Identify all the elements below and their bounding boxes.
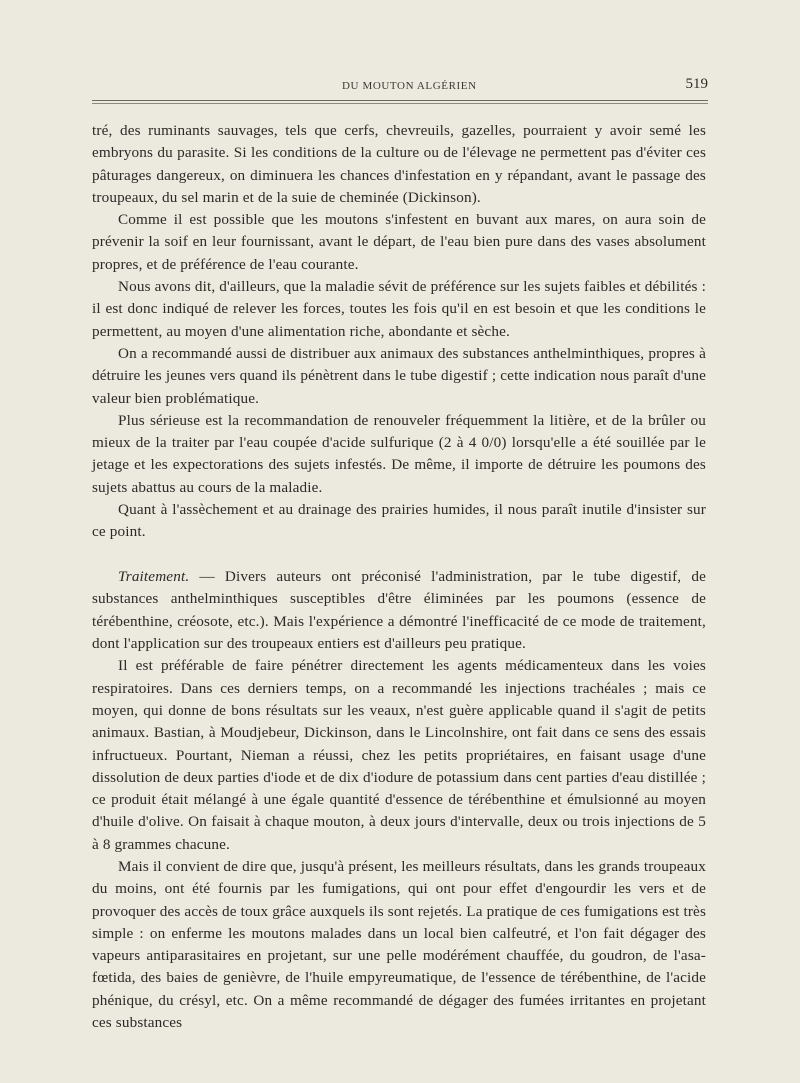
running-title: DU MOUTON ALGÉRIEN	[342, 80, 477, 92]
paragraph: Quant à l'assèchement et au drainage des prairies humides, il nous paraît inutile d'insister sur ce point.	[92, 501, 706, 541]
treatment-paragraph	[92, 566, 706, 655]
section-heading: Traitement.	[118, 568, 190, 586]
page-number: 519	[685, 76, 708, 92]
header-rule	[92, 100, 708, 101]
treatment-text: — Divers auteurs ont préconisé l'administration, par le tube digestif, de substances anthelminthiques susceptibles d'être éliminées par les poumons (essence de térébenthine, créosote, etc.). Mais l'expérience a démontré l'inefficacité de ce mode de traitement, dont l'application sur des troupeaux entiers est d'ailleurs peu pratique.	[92, 568, 706, 653]
page-header	[92, 76, 708, 100]
paragraph: Il est préférable de faire pénétrer directement les agents médicamenteux dans les voies respiratoires. Dans ces derniers temps, on a recommandé les injections trachéales ; mais ce moyen, qui donne de bons résultats sur les veaux, n'est guère applicable quand il s'agit de petits animaux. Bastian, à Moudjebeur, Dickinson, dans le Lincolnshire, ont fait dans ce sens des essais infructueux. Pourtant, Nieman a réussi, chez les petits propriétaires, en faisant usage d'une dissolution de deux parties d'iode et de dix d'iodure de potassium dans cent parties d'eau distillée ; ce produit était mélangé à une égale quantité d'essence de térébenthine et émulsionné au moyen d'huile d'olive. On faisait à chaque mouton, à deux jours d'intervalle, deux ou trois injections de 5 à 8 grammes chacune.	[92, 657, 706, 853]
paragraph: tré, des ruminants sauvages, tels que cerfs, chevreuils, gazelles, pourraient y avoir semé les embryons du parasite. Si les conditions de la culture ou de l'élevage ne permettent pas d'éviter ces pâturages dangereux, on diminuera les chances d'infestation en y répandant, avant le passage des troupeaux, du sel marin et de la suie de cheminée (Dickinson).	[92, 122, 706, 206]
paragraph: Mais il convient de dire que, jusqu'à présent, les meilleurs résultats, dans les grands troupeaux du moins, ont été fournis par les fumigations, qui ont pour effet d'engourdir les vers et de provoquer des accès de toux grâce auxquels ils sont rejetés. La pratique de ces fumigations est très simple : on enferme les moutons malades dans un local bien calfeutré, et l'on fait dégager des vapeurs antiparasitaires en projetant, sur une pelle modérément chauffée, du goudron, de l'asa-fœtida, des baies de genièvre, de l'huile empyreumatique, de l'essence de térébenthine, de l'acide phénique, du crésyl, etc. On a même recommandé de dégager des fumées irritantes en projetant ces substances	[92, 858, 706, 1032]
body-text	[92, 120, 706, 1034]
paragraph: Nous avons dit, d'ailleurs, que la maladie sévit de préférence sur les sujets faibles et débilités : il est donc indiqué de relever les forces, toutes les fois qu'il en est besoin et que les conditions le permettent, au moyen d'une alimentation riche, abondante et sèche.	[92, 278, 706, 340]
paragraph: Comme il est possible que les moutons s'infestent en buvant aux mares, on aura soin de prévenir la soif en leur fournissant, avant le départ, de l'eau bien pure dans des vases absolument propres, et de préférence de l'eau courante.	[92, 211, 706, 273]
paragraph: Plus sérieuse est la recommandation de renouveler fréquemment la litière, et de la brûler ou mieux de la traiter par l'eau coupée d'acide sulfurique (2 à 4 0/0) lorsqu'elle a été souillée par le jetage et les expectorations des sujets infestés. De même, il importe de détruire les poumons des sujets abattus au cours de la maladie.	[92, 411, 706, 496]
paragraph: On a recommandé aussi de distribuer aux animaux des substances anthelminthiques, propres à détruire les jeunes vers quand ils pénètrent dans le tube digestif ; cette indication nous paraît d'une valeur bien problématique.	[92, 344, 706, 407]
